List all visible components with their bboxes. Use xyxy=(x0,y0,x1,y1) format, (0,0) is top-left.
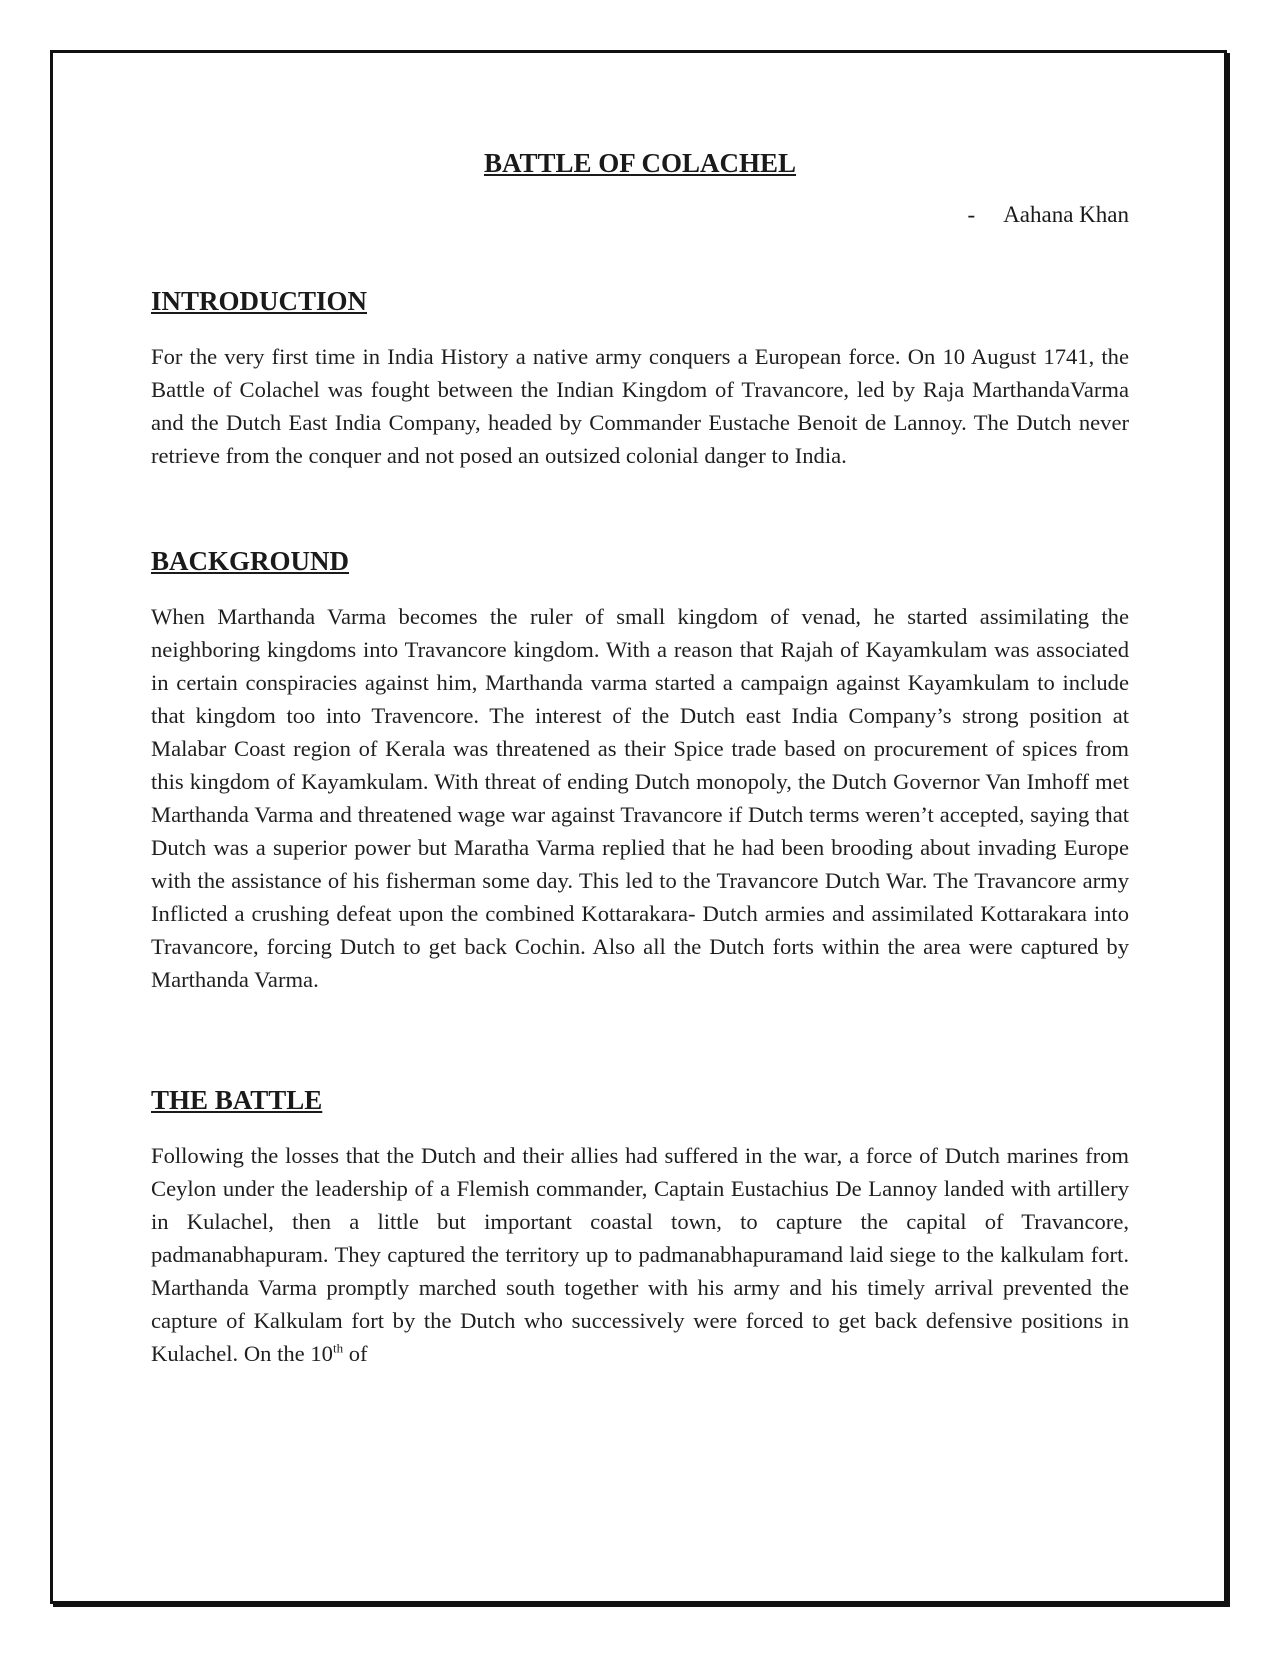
ordinal-superscript: th xyxy=(332,1340,344,1356)
section-heading-the-battle: THE BATTLE xyxy=(151,1085,323,1115)
the-battle-paragraph-text: Following the losses that the Dutch and their allies had suffered in the war, a force of Dutch marines from Ceylon under the leadership of a Flemish commander, Captain Eustachius De Lannoy landed with artillery in Kulachel, then a little but important coastal town, to capture the capital of Travancore, padmanabhapuram. They captured the territory up to padmanabhapuramand laid siege to the kalkulam fort. Marthanda Varma promptly marched south together with his army and his timely arrival prevented the capture of Kalkulam fort by the Dutch who successively were forced to get back defensive positions in Kulachel. On the 10 xyxy=(151,1143,1129,1366)
author-line xyxy=(151,200,1129,230)
section-heading-background: BACKGROUND xyxy=(151,546,350,576)
introduction-paragraph: For the very first time in India History a native army conquers a European force. On 10 August 1741, the Battle of Colachel was fought between the Indian Kingdom of Travancore, led by Raja MarthandaVarma and the Dutch East India Company, headed by Commander Eustache Benoit de Lannoy. The Dutch never retrieve from the conquer and not posed an outsized colonial danger to India. xyxy=(151,344,1129,468)
author-name: Aahana Khan xyxy=(1003,202,1129,227)
author-dash: - xyxy=(967,202,976,227)
document-title: BATTLE OF COLACHEL xyxy=(483,148,797,178)
the-battle-paragraph xyxy=(151,1139,1129,1370)
the-battle-paragraph-tail: of xyxy=(343,1341,368,1366)
background-paragraph: When Marthanda Varma becomes the ruler of small kingdom of venad, he started assimilating the neighboring kingdoms into Travancore kingdom. With a reason that Rajah of Kayamkulam was associated in certain conspiracies against him, Marthanda varma started a campaign against Kayamkulam to include that kingdom too into Travencore. The interest of the Dutch east India Company’s strong position at Malabar Coast region of Kerala was threatened as their Spice trade based on procurement of spices from this kingdom of Kayamkulam. With threat of ending Dutch monopoly, the Dutch Governor Van Imhoff met Marthanda Varma and threatened wage war against Travancore if Dutch terms weren’t accepted, saying that Dutch was a superior power but Maratha Varma replied that he had been brooding about invading Europe with the assistance of his fisherman some day. This led to the Travancore Dutch War. The Travancore army Inflicted a crushing defeat upon the combined Kottarakara- Dutch armies and assimilated Kottarakara into Travancore, forcing Dutch to get back Cochin. Also all the Dutch forts within the area were captured by Marthanda Varma. xyxy=(151,604,1129,992)
section-heading-introduction: INTRODUCTION xyxy=(151,286,368,316)
document-body xyxy=(151,146,1129,1370)
